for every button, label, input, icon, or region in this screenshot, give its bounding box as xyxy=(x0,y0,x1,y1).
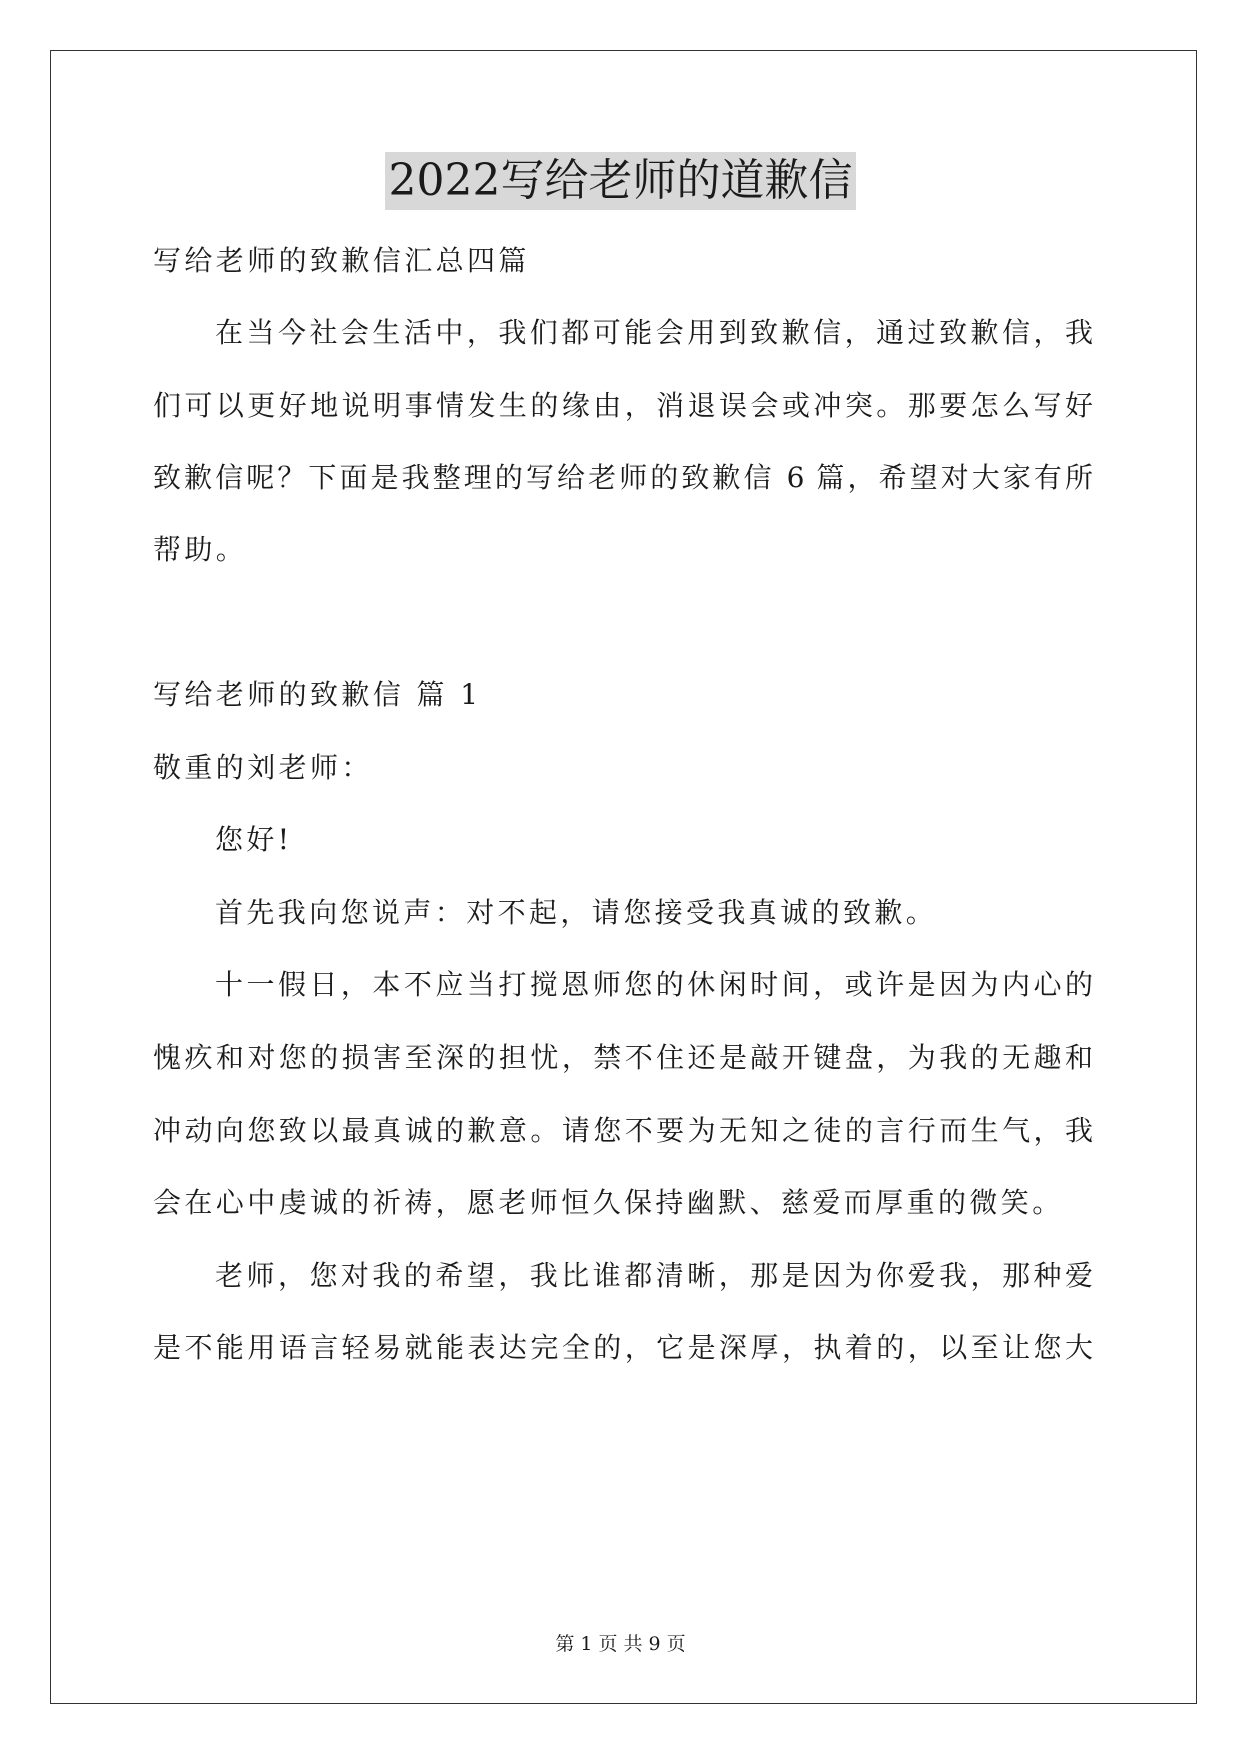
document-subtitle: 写给老师的致歉信汇总四篇 xyxy=(153,244,530,277)
intro-line-4: 帮助。 xyxy=(153,533,248,566)
page-border xyxy=(50,50,1197,1704)
paragraph-2-line-2: 愧疚和对您的损害至深的担忧，禁不住还是敲开键盘，为我的无趣和 xyxy=(153,1041,1093,1074)
paragraph-2-line-4: 会在心中虔诚的祈祷，愿老师恒久保持幽默、慈爱而厚重的微笑。 xyxy=(153,1186,1064,1219)
page-number-footer: 第 1 页 共 9 页 xyxy=(555,1633,686,1655)
paragraph-2-line-1: 十一假日，本不应当打搅恩师您的休闲时间，或许是因为内心的 xyxy=(215,968,1093,1001)
section-heading: 写给老师的致歉信 篇 1 xyxy=(153,678,482,711)
salutation: 敬重的刘老师： xyxy=(153,751,373,784)
greeting: 您好! xyxy=(215,823,293,856)
paragraph-2-line-3: 冲动向您致以最真诚的歉意。请您不要为无知之徒的言行而生气，我 xyxy=(153,1114,1093,1147)
document-title-text: 2022写给老师的道歉信 xyxy=(385,152,857,210)
intro-line-2: 们可以更好地说明事情发生的缘由，消退误会或冲突。那要怎么写好 xyxy=(153,389,1093,422)
paragraph-3-line-2: 是不能用语言轻易就能表达完全的，它是深厚，执着的，以至让您大 xyxy=(153,1331,1093,1364)
paragraph-3-line-1: 老师，您对我的希望，我比谁都清晰，那是因为你爱我，那种爱 xyxy=(215,1259,1093,1292)
intro-line-3: 致歉信呢？下面是我整理的写给老师的致歉信 6 篇，希望对大家有所 xyxy=(153,461,1093,494)
document-title xyxy=(0,152,1241,210)
intro-line-1: 在当今社会生活中，我们都可能会用到致歉信，通过致歉信，我 xyxy=(215,316,1093,349)
paragraph-1: 首先我向您说声：对不起，请您接受我真诚的致歉。 xyxy=(215,896,938,929)
